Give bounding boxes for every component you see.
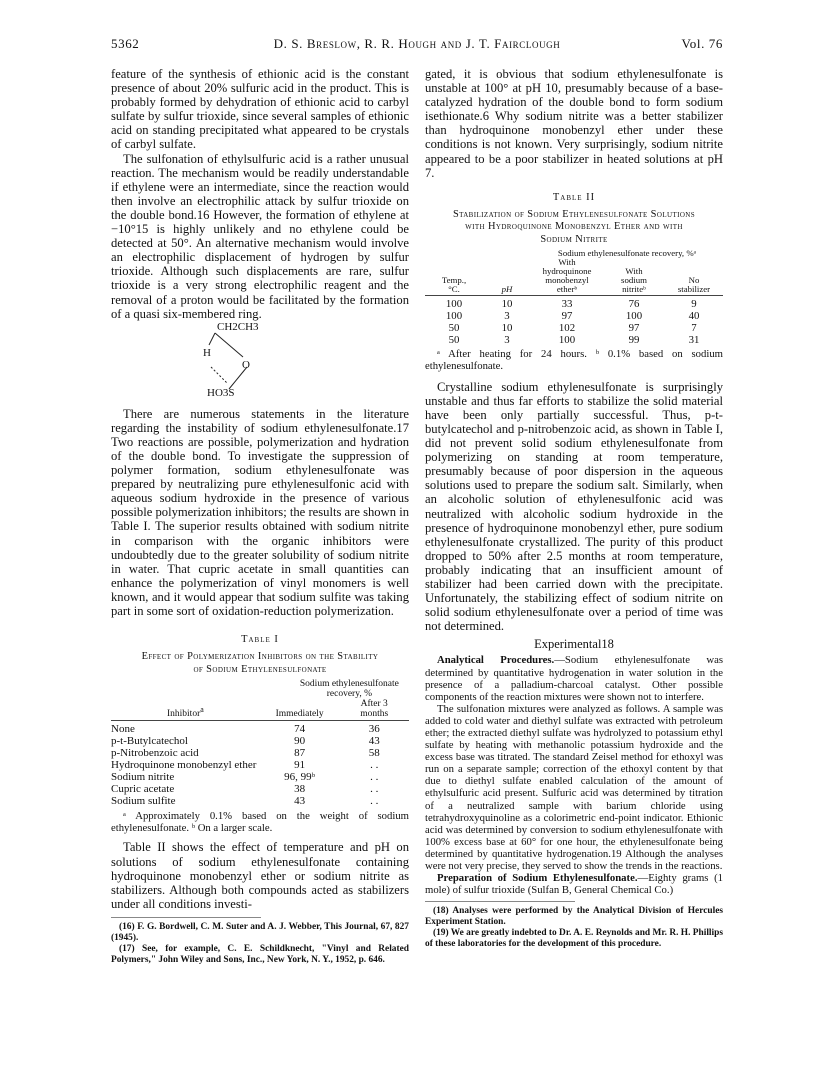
paragraph: The sulfonation of ethylsulfuric acid is a rather unusual reaction. The mechanism would be readily understandable if ethylene were an intermediate, since the reaction would then involve an electrophilic attack by sulfur trioxide on the double bond.16 However, the formation of ethylene at −10°15 is highly unlikely and no ethylene could be detected at 50°. An alternative mechanism would involve an electrophilic displacement of hydrogen by sulfur trioxide. Although such displacements are rare, sulfur trioxide is a very strong electrophilic reagent and the removal of a proton would be facilitated by the formation of a quasi six-membered ring. xyxy=(111,151,409,321)
table-caption xyxy=(111,651,409,676)
table-number: Table II xyxy=(552,191,596,203)
column-header: pH xyxy=(501,283,513,294)
footnote: (16) F. G. Bordwell, C. M. Suter and A. J. Webber, This Journal, 67, 827 (1945). xyxy=(111,921,409,943)
structure-label-ch2ch3: CH2CH3 xyxy=(217,320,259,333)
table-group-header: Sodium ethylenesulfonate recovery, % xyxy=(299,679,399,700)
page-number: 5362 xyxy=(111,36,140,51)
paragraph: Preparation of Sodium Ethylenesulfonate.—Eighty grams (1 mole) of sulfur trioxide (Sulfan B, General Chemical Co.) xyxy=(425,872,723,897)
quasi-ring-structure xyxy=(111,321,409,407)
paragraph: Crystalline sodium ethylenesulfonate is surprisingly unstable and thus far efforts to stabilize the solid material have been only partially successful. Thus, p-t-butylcatechol and p-nitrobenzoic acid, as shown in Table I, did not prevent solid sodium ethylenesulfonate from polymerizing on standing at room temperature, presumably because of poor dispersion in the aqueous solutions used to prepare the sodium salt. Similarly, when an alcoholic solution of ethylenesulfonic acid was neutralized with alcoholic sodium hydroxide in the presence of hydroquinone monobenzyl ether, pure sodium ethylenesulfonate crystallized. The purity of this product dropped to 50% after 2.5 months at room temperature, probably indicating that an insufficient amount of stabilizer had been carried down with the precipitate. Unfortunately, the stabilizing effect of sodium nitrite on solid sodium ethylenesulfonate over a period of time was not determined. xyxy=(425,379,723,634)
column-header: Inhibitor$^a$ xyxy=(166,705,204,720)
paragraph: Analytical Procedures.—Sodium ethylenesulfonate was determined by quantitative hydrogenation in water solution in the presence of a palladium-charcoal catalyst. Other possible components of the reaction mixtures were shown not to interfere. xyxy=(425,654,723,703)
column-header: No stabilizer xyxy=(677,274,711,294)
paragraph: There are numerous statements in the literature regarding the instability of sodium ethylenesulfonate.17 Two reactions are possible, polymerization and hydration of the double bond. To investigate the suppression of polymer formation, sodium ethylenesulfonate was prepared by neutralizing pure ethylenesulfonic acid with aqueous sodium hydroxide in the presence of various possible polymerization inhibitors; the results are shown in Table I. The superior results obtained with sodium nitrite in comparison with the organic inhibitors were undoubtedly due to the greater solubility of sodium nitrite in water. That cupric acetate in small quantities can enhance the polymerization of vinyl monomers is well known, and it would appear that sodium sulfite was taking part in some sort of oxidation-reduction polymerization. xyxy=(111,406,409,618)
structure-label-h: H xyxy=(203,346,211,359)
table-caption-line: Sodium Nitrite xyxy=(540,233,608,245)
table-row: Sodium nitrite 96, 99ᵇ . . xyxy=(111,771,379,784)
footnotes xyxy=(111,922,409,966)
table-row: Sodium sulfite 43 . . xyxy=(111,795,379,808)
table-row: 50 3 100 99 31 xyxy=(448,333,700,346)
structure-label-o: O xyxy=(242,358,250,371)
data-table xyxy=(425,249,723,346)
left-column xyxy=(111,67,409,966)
volume-label: Vol. 76 xyxy=(681,36,723,51)
table-caption-line: Effect of Polymerization Inhibitors on the Stability xyxy=(141,651,379,663)
table-caption-line: Stabilization of Sodium Ethylenesulfonate Solutions xyxy=(452,208,696,220)
table-row: p-t-Butylcatechol 90 43 xyxy=(111,735,380,748)
table-footnote: ᵃ After heating for 24 hours. ᵇ 0.1% based on sodium ethylenesulfonate. xyxy=(425,347,723,372)
paragraph: The sulfonation mixtures were analyzed as follows. A sample was added to cold water and diethyl sulfate was extracted with petroleum ether; the extracted diethyl sulfate was hydrolyzed to potassium ethyl sulfate by heating with methanolic potassium hydroxide and the excess base was titrated. The standard Zeisel method for ethoxyl was run on a separate sample; correction of the ethoxyl content by that due to diethyl sulfate enabled calculation of the amount of ethylsulfuric acid present. Sulfuric acid was determined by titration of a neutralized sample with barium chloride using tetrahydroxyquinoline as a colorimetric end-point indicator. Ethionic acid was determined by conversion to sodium ethylenesulfonate with 100% excess base at 60° for one hour, the ethylenesulfonate being determined by quantitative hydrogenation.19 Although the analyses were not very precise, they served to show the trends in the reactions. xyxy=(425,702,723,872)
column-header: Immediately xyxy=(275,709,324,720)
paragraph: feature of the synthesis of ethionic acid is the constant presence of about 20% sulfuric acid in the product. This is probably formed by dehydration of ethionic acid to carbyl sulfate by sulfur trioxide, since several samples of ethionic acid on standing precipitated what appeared to be crystals of carbyl sulfate. xyxy=(111,67,409,152)
table-caption-line: of Sodium Ethylenesulfonate xyxy=(193,663,327,675)
section-heading: Experimental18 xyxy=(534,637,614,652)
paragraph: gated, it is obvious that sodium ethylenesulfonate is unstable at 100° at pH 10, presumably because of a base-catalyzed hydration of the double bond to form sodium isethionate.6 Why sodium nitrite was a better stabilizer than hydroquinone monobenzyl ether under these conditions is not known. Very surprisingly, sodium nitrite appeared to be a poor stabilizer in heated solutions at pH 7. xyxy=(425,67,723,180)
footnote: (19) We are greatly indebted to Dr. A. E. Reynolds and Mr. R. H. Phillips of these laboratories for the development of this procedure. xyxy=(425,928,723,950)
table-caption xyxy=(425,209,723,247)
table-row: 100 3 97 100 40 xyxy=(445,309,700,322)
footnote: (17) See, for example, C. E. Schildknecht, "Vinyl and Related Polymers," John Wiley and Sons, Inc., New York, N. Y., 1952, p. 646. xyxy=(111,943,409,965)
footnote: (18) Analyses were performed by the Analytical Division of Hercules Experiment Station. xyxy=(425,906,723,928)
table-row: None 74 36 xyxy=(111,723,380,736)
table-row: 50 10 102 97 7 xyxy=(448,321,697,334)
running-header xyxy=(111,36,723,52)
column-header: With hydroquinone monobenzyl etherᵇ xyxy=(542,256,592,294)
structure-diagram xyxy=(111,321,409,407)
table-row: Hydroquinone monobenzyl ether 91 . . xyxy=(111,759,379,772)
table-caption-line: with Hydroquinone Monobenzyl Ether and with xyxy=(465,221,683,233)
table-number: Table I xyxy=(241,634,279,646)
data-table xyxy=(111,679,409,807)
right-column xyxy=(425,67,723,950)
experimental-section xyxy=(425,654,723,896)
table-row: 100 10 33 76 9 xyxy=(445,297,697,310)
table-group-header: Sodium ethylenesulfonate recovery, %ᵃ xyxy=(557,247,697,258)
structure-label-ho3s: HO3S xyxy=(207,386,235,399)
running-title: D. S. Breslow, R. R. Hough and J. T. Fairclough xyxy=(273,36,561,51)
table-row: p-Nitrobenzoic acid 87 58 xyxy=(111,747,380,760)
table-footnote: ᵃ Approximately 0.1% based on the weight of sodium ethylenesulfonate. ᵇ On a larger scale. xyxy=(111,810,409,835)
column-header: With sodium nitriteᵇ xyxy=(621,265,647,294)
column-header: After 3 months xyxy=(360,699,389,720)
footnotes xyxy=(425,906,723,950)
paragraph: Table II shows the effect of temperature and pH on solutions of sodium ethylenesulfonate containing hydroquinone monobenzyl ether or sodium nitrite as stabilizers. Although both compounds acted as stabilizers under all conditions investi- xyxy=(111,840,409,911)
table-row: Cupric acetate 38 . . xyxy=(111,783,379,796)
column-header: Temp., °C. xyxy=(441,274,467,294)
